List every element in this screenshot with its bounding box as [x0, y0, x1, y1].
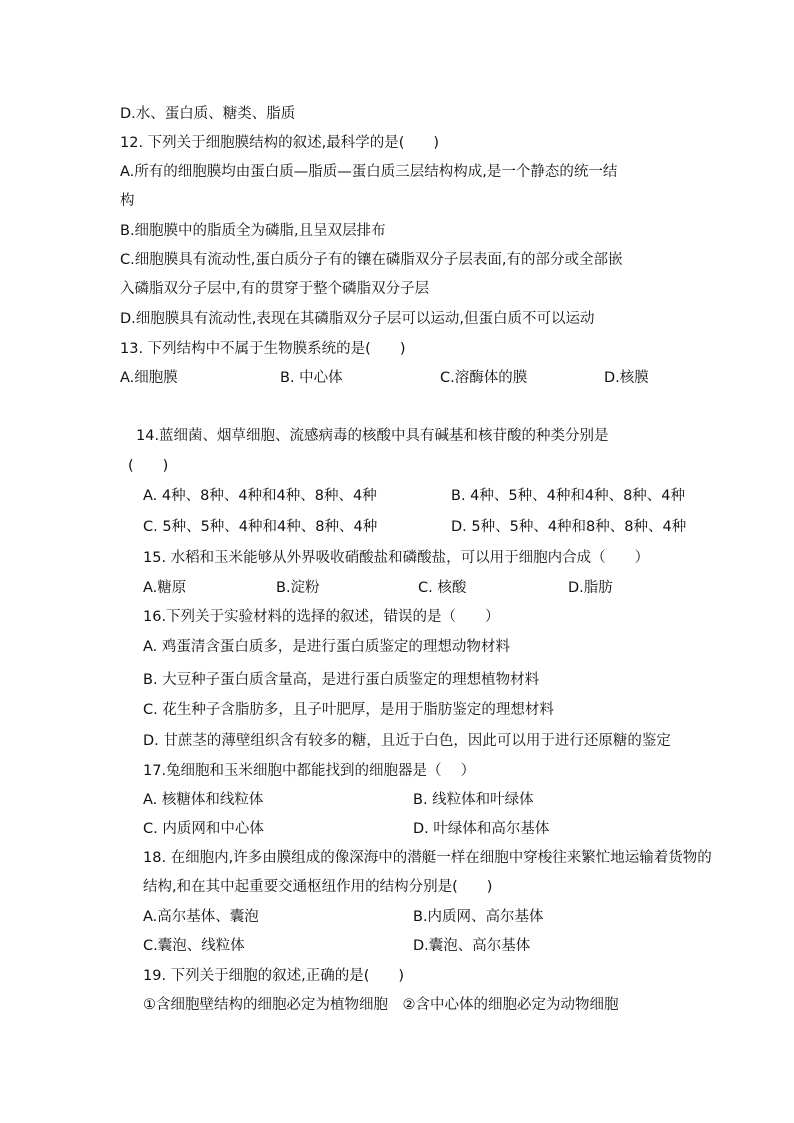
q15-option-d: D.脂肪 — [568, 580, 613, 596]
q18-stem-line2: 结构,和在其中起重要交通枢纽作用的结构分别是( ) — [143, 879, 493, 895]
q16-option-d: D. 甘蔗茎的薄壁组织含有较多的糖，且近于白色，因此可以用于进行还原糖的鉴定 — [143, 733, 671, 749]
q15-option-a: A.糖原 — [143, 580, 187, 596]
q17-stem: 17.兔细胞和玉米细胞中都能找到的细胞器是（ ） — [143, 763, 476, 779]
q14-option-a: A. 4种、8种、4种和4种、8种、4种 — [143, 488, 377, 504]
q16-option-c: C. 花生种子含脂肪多，且子叶肥厚，是用于脂肪鉴定的理想材料 — [143, 702, 554, 718]
q17-option-b: B. 线粒体和叶绿体 — [413, 792, 534, 808]
q11-option-d: D.水、蛋白质、糖类、脂质 — [120, 106, 296, 122]
q18-option-c: C.囊泡、线粒体 — [143, 938, 245, 954]
q12-option-c-line2: 入磷脂双分子层中,有的贯穿于整个磷脂双分子层 — [120, 281, 430, 297]
q14-paren: ( ) — [128, 458, 169, 474]
q16-option-a: A. 鸡蛋清含蛋白质多，是进行蛋白质鉴定的理想动物材料 — [143, 639, 510, 655]
q16-stem: 16.下列关于实验材料的选择的叙述，错误的是（ ） — [143, 609, 500, 625]
q17-option-c: C. 内质网和中心体 — [143, 821, 264, 837]
q18-option-b: B.内质网、高尔基体 — [413, 909, 544, 925]
q17-option-d: D. 叶绿体和高尔基体 — [413, 821, 550, 837]
q19-stem: 19. 下列关于细胞的叙述,正确的是( ) — [143, 968, 405, 984]
q14-option-b: B. 4种、5种、4种和4种、8种、4种 — [451, 488, 686, 504]
q13-stem: 13. 下列结构中不属于生物膜系统的是( ) — [120, 341, 406, 357]
q17-option-a: A. 核糖体和线粒体 — [143, 792, 264, 808]
q14-option-d: D. 5种、5种、4种和8种、8种、4种 — [451, 519, 687, 535]
q18-stem-line1: 18. 在细胞内,许多由膜组成的像深海中的潜艇一样在细胞中穿梭往来繁忙地运输着货物的 — [143, 850, 712, 866]
q12-option-a-line2: 构 — [120, 193, 135, 209]
q18-option-d: D.囊泡、高尔基体 — [413, 938, 531, 954]
q12-option-d: D.细胞膜具有流动性,表现在其磷脂双分子层可以运动,但蛋白质不可以运动 — [120, 311, 595, 327]
q12-option-c-line1: C.细胞膜具有流动性,蛋白质分子有的镶在磷脂双分子层表面,有的部分或全部嵌 — [120, 252, 623, 268]
q14-option-c: C. 5种、5种、4种和4种、8种、4种 — [143, 519, 378, 535]
q15-option-c: C. 核酸 — [418, 580, 467, 596]
q18-option-a: A.高尔基体、囊泡 — [143, 909, 259, 925]
q13-option-d: D.核膜 — [604, 370, 649, 386]
q12-option-b: B.细胞膜中的脂质全为磷脂,且呈双层排布 — [120, 223, 386, 239]
q13-option-b: B. 中心体 — [280, 370, 343, 386]
q19-statements: ①含细胞壁结构的细胞必定为植物细胞 ②含中心体的细胞必定为动物细胞 — [143, 997, 619, 1013]
q13-option-a: A.细胞膜 — [120, 370, 178, 386]
q15-stem: 15. 水稻和玉米能够从外界吸收硝酸盐和磷酸盐，可以用于细胞内合成（ ） — [143, 550, 650, 566]
q14-stem: 14.蓝细菌、烟草细胞、流感病毒的核酸中具有碱基和核苷酸的种类分别是 — [136, 428, 609, 444]
q12-option-a-line1: A.所有的细胞膜均由蛋白质—脂质—蛋白质三层结构构成,是一个静态的统一结 — [120, 164, 618, 180]
q12-stem: 12. 下列关于细胞膜结构的叙述,最科学的是( ) — [120, 135, 440, 151]
q13-option-c: C.溶酶体的膜 — [440, 370, 528, 386]
q15-option-b: B.淀粉 — [276, 580, 320, 596]
q16-option-b: B. 大豆种子蛋白质含量高，是进行蛋白质鉴定的理想植物材料 — [143, 672, 540, 688]
